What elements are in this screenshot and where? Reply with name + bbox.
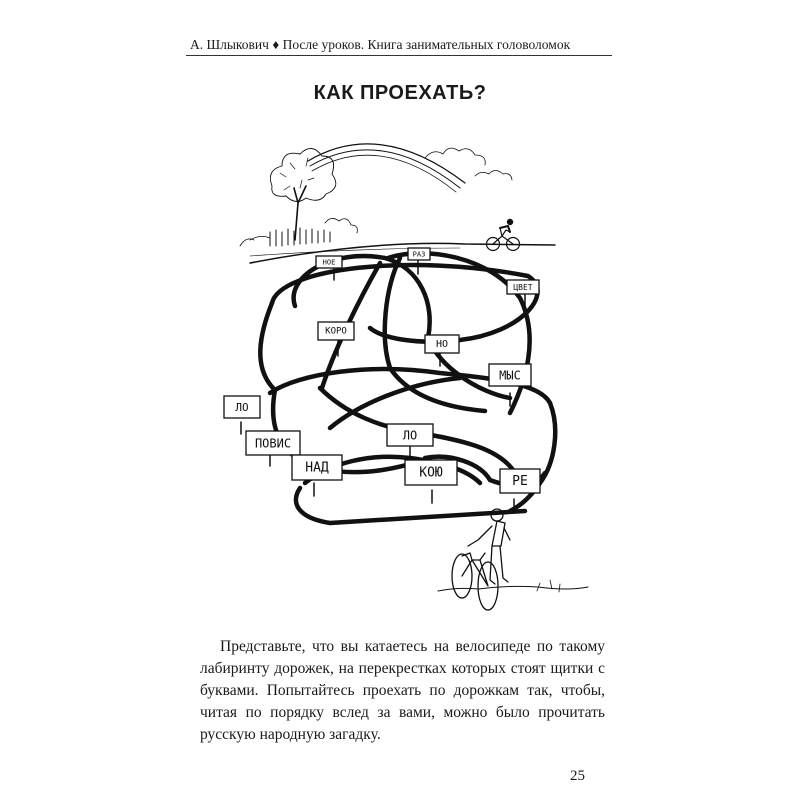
sign-no	[425, 335, 459, 353]
cyclist-near	[452, 509, 510, 610]
sign-raz	[408, 248, 430, 260]
sign-lo-left-label: ЛО	[235, 401, 249, 414]
sign-mys-label: МЫС	[499, 368, 521, 383]
fence	[270, 228, 330, 246]
running-head	[190, 37, 570, 53]
page-title: КАК ПРОЕХАТЬ?	[313, 82, 487, 104]
puzzle-paragraph: Представьте, что вы катаетесь на велосипеде по такому лабиринту дорожек, на перекрестках которых стоят щитки с буквами. Попытайтесь проехать по дорожкам так, чтобы, читая по порядку вслед за вами, можно было прочитать русскую народную загадку.	[200, 638, 605, 743]
sign-koyu	[405, 460, 457, 485]
sign-koro-label: КОРО	[325, 326, 347, 337]
sign-cvet	[507, 280, 539, 294]
sign-lo-center-label: ЛО	[402, 428, 418, 443]
sign-re-label: РЕ	[512, 474, 528, 489]
rainbow	[308, 144, 465, 183]
sign-nad-label: НАД	[305, 460, 329, 476]
page-number: 25	[570, 768, 585, 784]
sign-raz-label: РАЗ	[412, 250, 426, 259]
header-rule	[186, 55, 612, 56]
header-book-title: После уроков. Книга занимательных головоломок	[282, 37, 571, 52]
sign-koro	[318, 322, 354, 340]
header-author: А. Шлыкович	[190, 37, 269, 52]
sign-koyu-label: КОЮ	[419, 465, 443, 481]
sign-lo-center	[387, 424, 433, 446]
sign-mys	[489, 364, 531, 386]
sign-lo-left	[224, 396, 260, 418]
ground	[438, 586, 588, 591]
sign-noe-label: НОЕ	[322, 258, 336, 267]
diamond-icon: ♦	[272, 37, 280, 52]
sign-no-label: НО	[435, 339, 449, 350]
maze-illustration	[210, 128, 590, 618]
sign-nad	[292, 455, 342, 480]
sign-povis-label: ПОВИС	[254, 436, 292, 451]
sign-povis	[246, 431, 300, 455]
sign-re	[500, 469, 540, 493]
sign-cvet-label: ЦВЕТ	[513, 283, 533, 292]
body-text	[200, 636, 605, 746]
cyclist-far	[487, 219, 520, 250]
sign-noe	[316, 256, 342, 268]
